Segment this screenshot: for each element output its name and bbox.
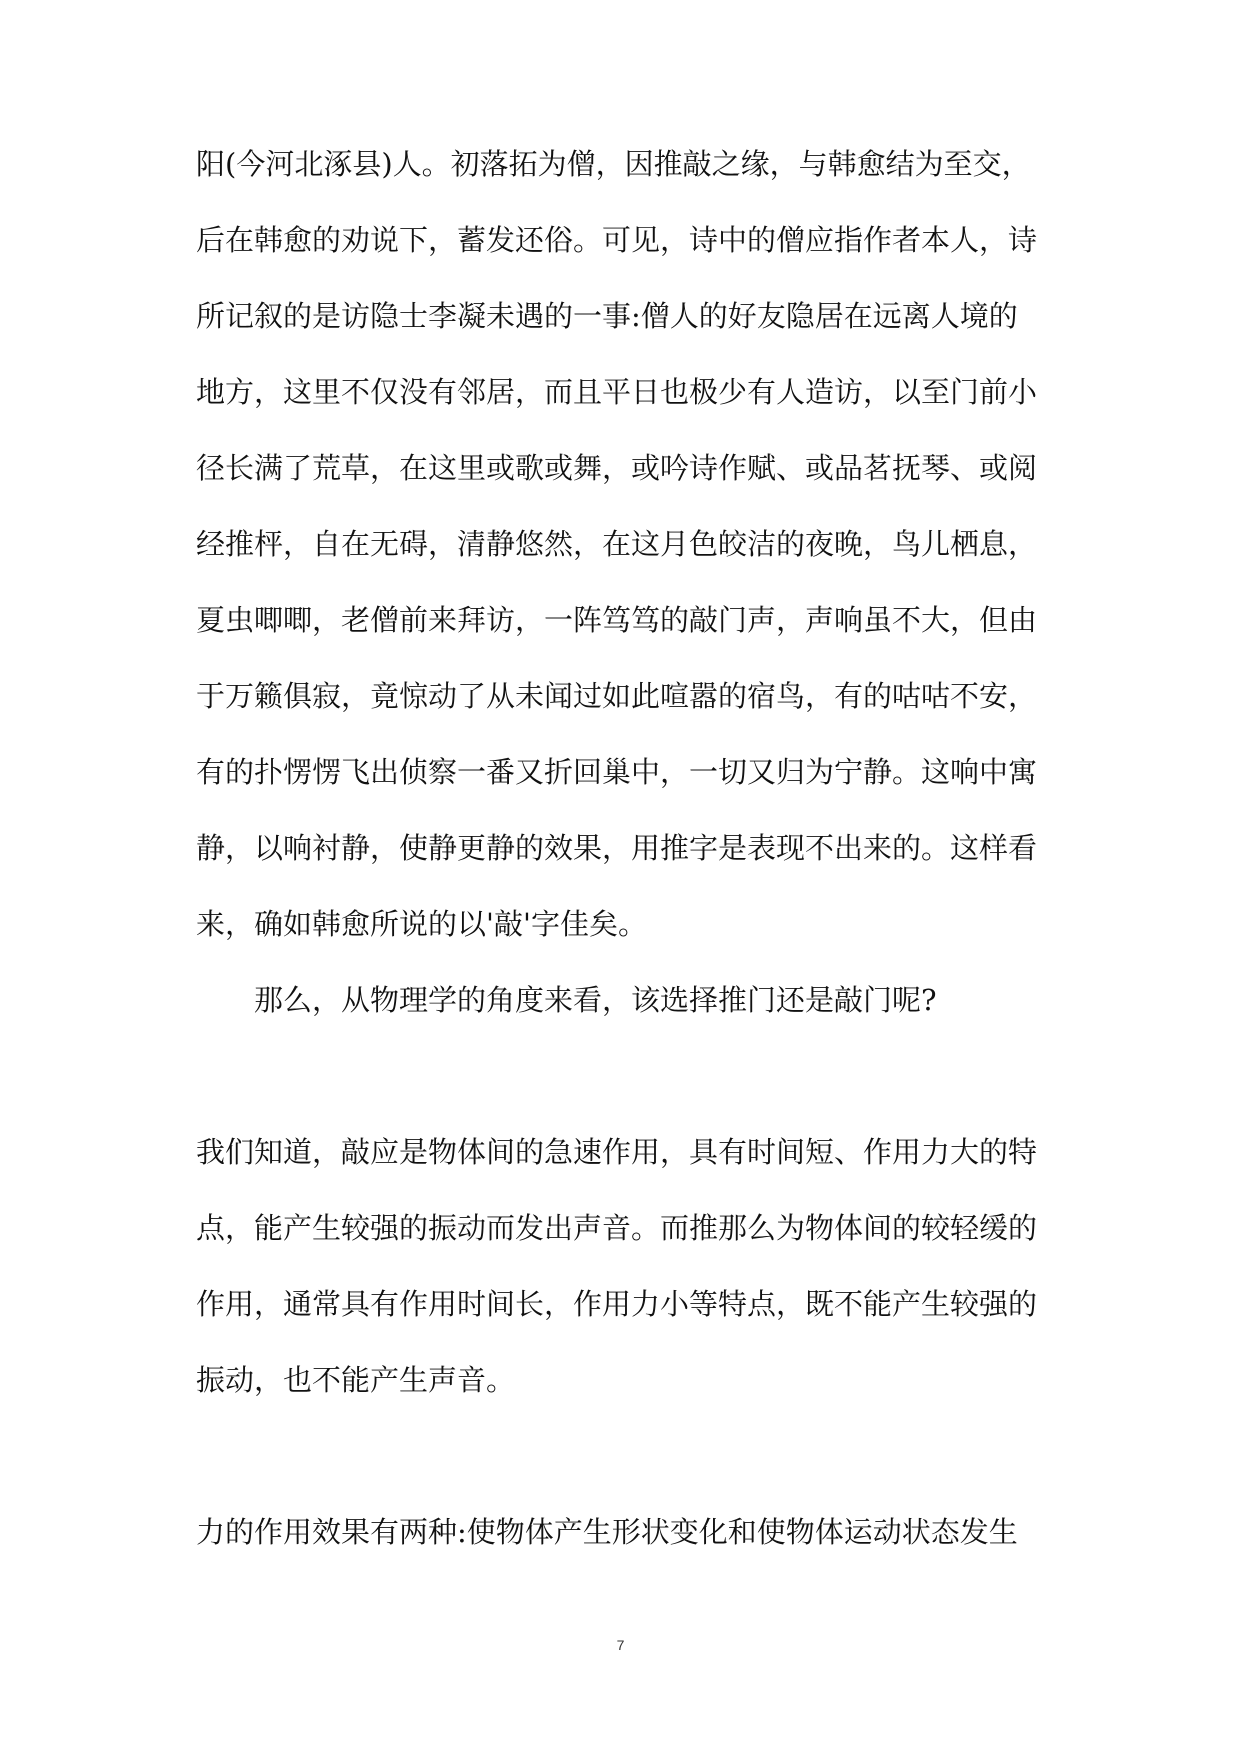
text-line: 夏虫唧唧，老僧前来拜访，一阵笃笃的敲门声，声响虽不大，但由	[196, 603, 1038, 637]
text-line: 阳(今河北涿县)人。初落拓为僧，因推敲之缘，与韩愈结为至交，	[196, 147, 1031, 181]
text-line: 后在韩愈的劝说下，蓄发还俗。可见，诗中的僧应指作者本人，诗	[196, 223, 1038, 257]
text-line: 来，确如韩愈所说的以'敲'字佳矣。	[196, 907, 647, 941]
text-line: 那么，从物理学的角度来看，该选择推门还是敲门呢?	[254, 983, 937, 1017]
text-line: 经推枰，自在无碍，清静悠然，在这月色皎洁的夜晚，鸟儿栖息，	[196, 527, 1038, 561]
page-number: 7	[616, 1637, 625, 1653]
text-line: 作用，通常具有作用时间长，作用力小等特点，既不能产生较强的	[196, 1287, 1038, 1321]
text-line: 我们知道，敲应是物体间的急速作用，具有时间短、作用力大的特	[196, 1135, 1038, 1169]
text-line: 径长满了荒草，在这里或歌或舞，或吟诗作赋、或品茗抚琴、或阅	[196, 451, 1038, 485]
text-line: 静，以响衬静，使静更静的效果，用推字是表现不出来的。这样看	[196, 831, 1038, 865]
text-line: 所记叙的是访隐士李凝未遇的一事:僧人的好友隐居在远离人境的	[196, 299, 1018, 333]
text-line: 点，能产生较强的振动而发出声音。而推那么为物体间的较轻缓的	[196, 1211, 1038, 1245]
text-line: 有的扑愣愣飞出侦察一番又折回巢中，一切又归为宁静。这响中寓	[196, 755, 1038, 789]
text-line: 地方，这里不仅没有邻居，而且平日也极少有人造访，以至门前小	[196, 375, 1038, 409]
text-line: 力的作用效果有两种:使物体产生形状变化和使物体运动状态发生	[196, 1515, 1018, 1549]
text-line: 振动，也不能产生声音。	[196, 1363, 516, 1397]
text-line: 于万籁俱寂，竟惊动了从未闻过如此喧嚣的宿鸟，有的咕咕不安，	[196, 679, 1038, 713]
